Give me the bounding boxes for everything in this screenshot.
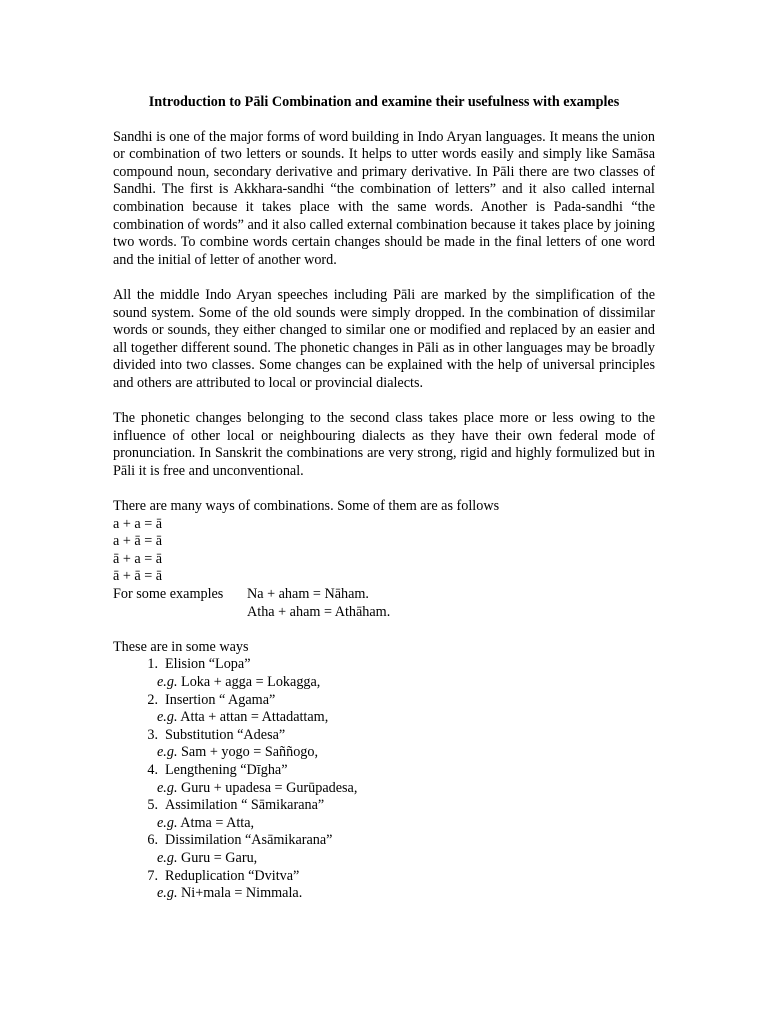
eg-label: e.g. bbox=[157, 744, 178, 761]
list-item bbox=[113, 797, 655, 832]
rule-line: a + a = ā bbox=[113, 515, 163, 532]
item-number: 4. bbox=[147, 761, 158, 778]
item-name: Assimilation “ Sāmikarana” bbox=[165, 797, 325, 814]
item-number: 7. bbox=[147, 867, 158, 884]
paragraph-sandhi-intro: Sandhi is one of the major forms of word building in Indo Aryan languages. It means the union or combination of two letters or sounds. It helps to utter words easily and simply like Samāsa compound noun, secondary derivative and primary derivative. In Pāli there are two classes of Sandhi. The first is Akkhara-sandhi “the combination of letters” and it also called internal combination because it takes place with the same words. Another is Pada-sandhi “the combination of words” and it also called external combination because it takes place by joining two words. To combine words certain changes should be made in the final letters of one word and the initial of letter of another word. bbox=[113, 128, 655, 268]
examples-row bbox=[113, 604, 655, 622]
item-name: Substitution “Adesa” bbox=[165, 726, 286, 743]
item-example: Ni+mala = Nimmala. bbox=[181, 885, 303, 902]
item-number: 6. bbox=[147, 832, 158, 849]
item-name: Lengthening “Dīgha” bbox=[165, 761, 288, 778]
list-item bbox=[113, 832, 655, 867]
combinations-intro: There are many ways of combinations. Some of them are as follows bbox=[113, 498, 500, 515]
item-name: Dissimilation “Asāmikarana” bbox=[165, 832, 333, 849]
item-example: Sam + yogo = Saññogo, bbox=[181, 744, 319, 761]
eg-label: e.g. bbox=[157, 709, 178, 726]
combinations-section bbox=[113, 498, 655, 621]
item-example: Loka + agga = Lokagga, bbox=[181, 674, 321, 690]
example-line: Na + aham = Nāham. bbox=[247, 586, 369, 603]
list-item bbox=[113, 868, 655, 903]
eg-label: e.g. bbox=[157, 849, 178, 866]
rule-line: ā + ā = ā bbox=[113, 568, 163, 585]
list-item bbox=[113, 727, 655, 762]
item-name: Reduplication “Dvitva” bbox=[165, 867, 300, 884]
examples-label: For some examples bbox=[113, 586, 224, 603]
ways-list bbox=[113, 656, 655, 902]
list-item bbox=[113, 692, 655, 727]
ways-intro: These are in some ways bbox=[113, 638, 249, 655]
item-name: Insertion “ Agama” bbox=[165, 691, 276, 708]
eg-label: e.g. bbox=[157, 674, 178, 690]
item-name: Elision “Lopa” bbox=[165, 656, 251, 673]
eg-label: e.g. bbox=[157, 814, 178, 831]
example-line: Atha + aham = Athāham. bbox=[247, 603, 391, 620]
item-number: 5. bbox=[147, 797, 158, 814]
paragraph-phonetic-changes: The phonetic changes belonging to the second class takes place more or less owing to the influence of other local or neighbouring dialects as they have their own federal mode of pronunciation. In Sanskrit the combinations are very strong, rigid and highly formulized but in Pāli it is free and unconventional. bbox=[113, 410, 655, 479]
item-example: Guru + upadesa = Gurūpadesa, bbox=[181, 779, 358, 796]
item-number: 3. bbox=[147, 726, 158, 743]
item-number: 1. bbox=[147, 656, 158, 673]
rule-line: ā + a = ā bbox=[113, 550, 163, 567]
document-page bbox=[113, 94, 655, 903]
document-title: Introduction to Pāli Combination and examine their usefulness with examples bbox=[148, 94, 620, 110]
eg-label: e.g. bbox=[157, 779, 178, 796]
rule-line: a + ā = ā bbox=[113, 533, 163, 550]
item-number: 2. bbox=[147, 691, 158, 708]
item-example: Atma = Atta, bbox=[180, 814, 255, 831]
item-example: Guru = Garu, bbox=[181, 849, 258, 866]
ways-section bbox=[113, 639, 655, 903]
eg-label: e.g. bbox=[157, 885, 178, 902]
list-item bbox=[113, 762, 655, 797]
list-item bbox=[113, 656, 655, 691]
examples-row bbox=[113, 586, 655, 604]
item-example: Atta + attan = Attadattam, bbox=[180, 709, 329, 726]
paragraph-middle-indo-aryan: All the middle Indo Aryan speeches including Pāli are marked by the simplification of the sound system. Some of the old sounds were simply dropped. In the combination of dissimilar words or sounds, they either changed to similar one or modified and replaced by an easier and all together different sound. The phonetic changes in Pāli as in other languages may be broadly divided into two classes. Some changes can be explained with the help of universal principles and others are attributed to local or provincial dialects. bbox=[113, 286, 655, 391]
